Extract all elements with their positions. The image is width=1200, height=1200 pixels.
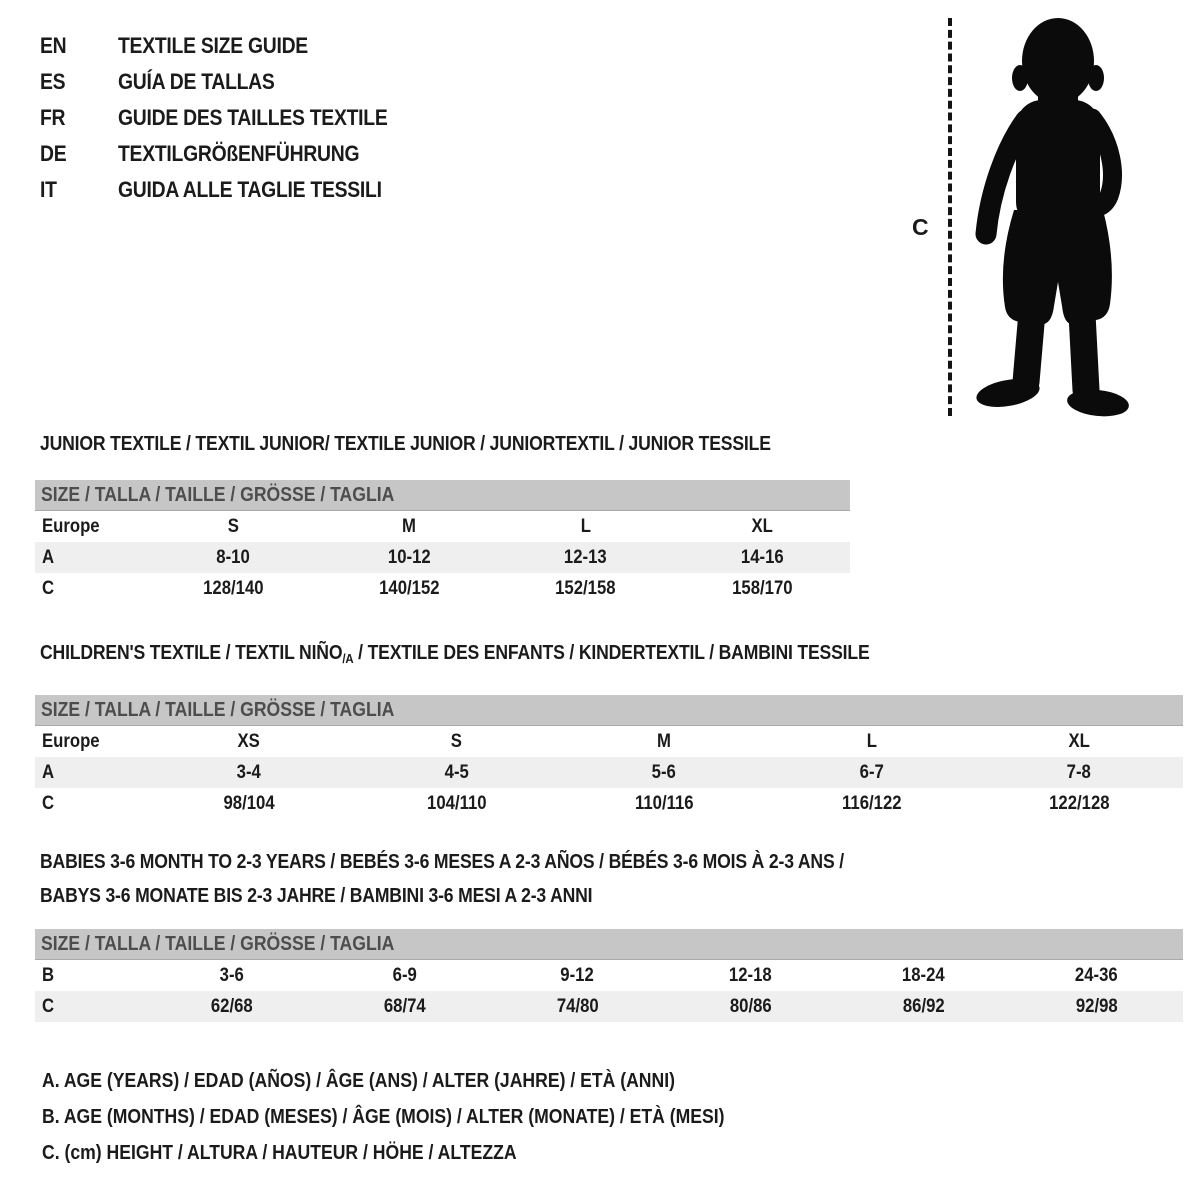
size-cell: 86/92 [902,995,945,1017]
size-cell: 116/122 [841,792,902,814]
section-title: JUNIOR TEXTILE / TEXTIL JUNIOR/ TEXTILE JUNIOR / JUNIORTEXTIL / JUNIOR TESSILE [40,433,771,455]
row-label: C [42,995,55,1017]
size-cell: 6-9 [392,964,417,986]
lang-row-de [40,136,424,172]
size-cell: L [866,730,877,752]
row-label: A [42,546,55,568]
size-cell: S [227,515,239,537]
size-cell: 104/110 [426,792,487,814]
size-cell: 3-4 [236,761,261,783]
size-cell: S [450,730,462,752]
row-label: C [42,792,55,814]
row-label: C [42,577,55,599]
size-cell: 18-24 [902,964,945,986]
lang-label: GUIDE DES TAILLES TEXTILE [118,105,388,130]
size-cell: 14-16 [740,546,784,568]
table-row [35,960,1183,991]
section-title: CHILDREN'S TEXTILE / TEXTIL $NIÑO_{/A}$ / TEXTILE DES ENFANTS / KINDERTEXTIL / BAMBINI TESSILE [40,642,870,666]
babies-size-table [35,929,1183,1022]
toddler-silhouette-icon [960,12,1145,422]
lang-label: GUÍA DE TALLAS [118,69,275,94]
size-cell: 152/158 [555,577,616,599]
size-cell: 7-8 [1067,761,1092,783]
size-cell: 10-12 [387,546,431,568]
lang-label: TEXTILE SIZE GUIDE [118,33,308,58]
row-label: Europe [42,730,100,752]
children-size-table [35,695,1183,819]
size-cell: 9-12 [560,964,595,986]
size-cell: 158/170 [731,577,793,599]
size-cell: 12-18 [729,964,772,986]
lang-code: EN [40,33,67,58]
lang-label: GUIDA ALLE TAGLIE TESSILI [118,177,382,202]
size-cell: M [402,515,417,537]
size-header-bar: SIZE / TALLA / TAILLE / GRÖSSE / TAGLIA [35,695,1183,726]
footnote-age-months: B. AGE (MONTHS) / EDAD (MESES) / ÂGE (MOIS) / ALTER (MONATE) / ETÀ (MESI) [42,1106,725,1128]
legend-footnotes [42,1063,818,1171]
size-header-bar: SIZE / TALLA / TAILLE / GRÖSSE / TAGLIA [35,480,850,511]
size-cell: 128/140 [202,577,264,599]
lang-row-es [40,64,424,100]
table-row [35,573,850,604]
size-cell: M [657,730,671,752]
table-row [35,788,1183,819]
size-cell: XL [1068,730,1090,752]
size-cell: XS [237,730,260,752]
size-cell: 80/86 [729,995,772,1017]
size-cell: 3-6 [219,964,244,986]
size-cell: 92/98 [1075,995,1118,1017]
lang-code: DE [40,141,67,166]
table-row [35,757,1183,788]
lang-code: IT [40,177,57,202]
lang-row-it [40,172,424,208]
lang-row-en [40,28,424,64]
size-cell: 110/116 [634,792,694,814]
size-cell: 140/152 [379,577,440,599]
size-cell: 122/128 [1048,792,1110,814]
section-title: BABIES 3-6 MONTH TO 2-3 YEARS / BEBÉS 3-6 MESES A 2-3 AÑOS / BÉBÉS 3-6 MOIS À 2-3 ANS / BABYS 3-6 MONATE BIS 2-3 JAHRE / BAMBINI 3-6 MESI A 2-3 ANNI [40,851,844,907]
size-header-bar: SIZE / TALLA / TAILLE / GRÖSSE / TAGLIA [35,929,1183,960]
section-childrens-textile [35,642,1183,819]
lang-code: ES [40,69,66,94]
junior-size-table [35,480,850,604]
size-cell: 8-10 [216,546,250,568]
section-babies-textile [35,845,1183,1022]
size-cell: 12-13 [564,546,608,568]
size-cell: 5-6 [651,761,677,783]
table-row [35,726,1183,757]
language-list [40,28,424,208]
height-measure-label: C [912,214,929,240]
lang-code: FR [40,105,66,130]
lang-row-fr [40,100,424,136]
size-cell: 62/68 [210,995,253,1017]
lang-label: TEXTILGRÖßENFÜHRUNG [118,141,360,166]
table-row [35,542,850,573]
size-cell: 68/74 [383,995,426,1017]
size-cell: XL [751,515,773,537]
size-cell: L [580,515,591,537]
size-cell: 4-5 [444,761,469,783]
table-row [35,991,1183,1022]
row-label: B [42,964,55,986]
section-junior-textile [35,433,850,604]
size-cell: 6-7 [859,761,884,783]
height-measure-line [948,18,952,416]
row-label: Europe [42,515,100,537]
size-cell: 24-36 [1075,964,1118,986]
size-cell: 74/80 [556,995,599,1017]
size-cell: 98/104 [223,792,275,814]
row-label: A [42,761,55,783]
table-row [35,511,850,542]
footnote-age-years: A. AGE (YEARS) / EDAD (AÑOS) / ÂGE (ANS) / ALTER (JAHRE) / ETÀ (ANNI) [42,1070,675,1092]
footnote-height-cm: C. (cm) HEIGHT / ALTURA / HAUTEUR / HÖHE / ALTEZZA [42,1142,517,1164]
